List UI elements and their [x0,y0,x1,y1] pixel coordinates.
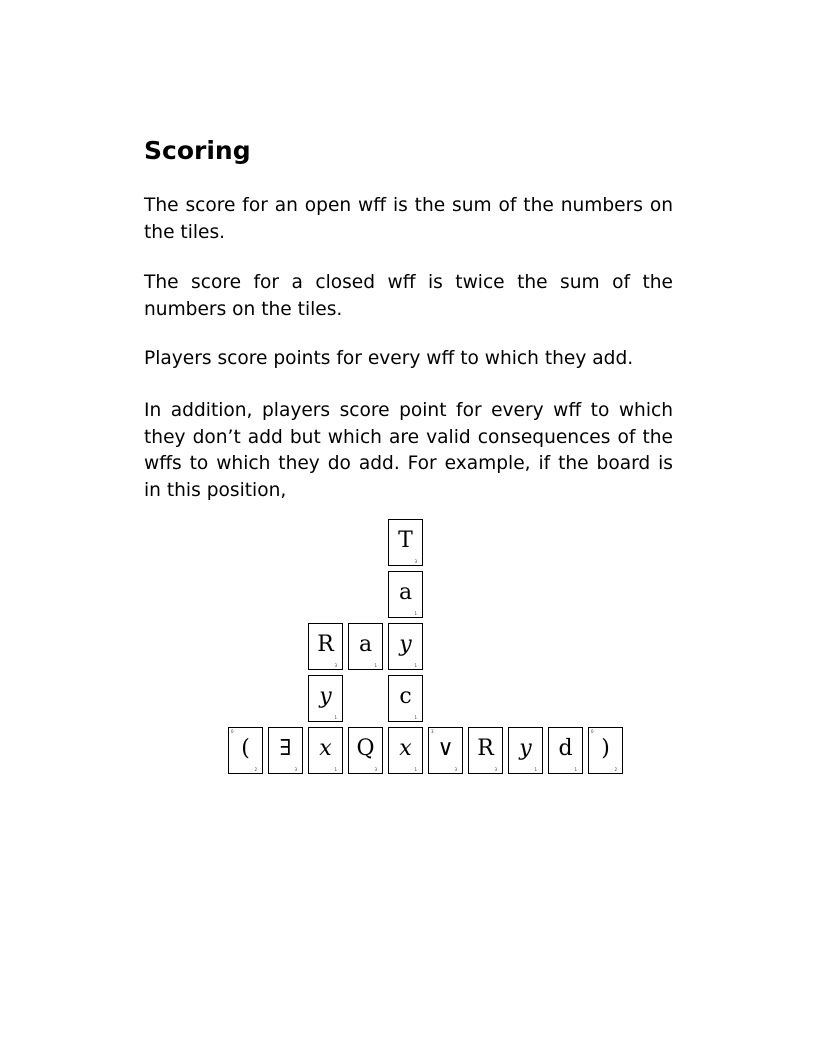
tile [348,623,383,670]
tile-value: 3 [334,663,337,668]
tile-letter: a [358,632,373,657]
tile-letter: ) [601,736,610,761]
tile [548,727,583,774]
tile [388,571,423,618]
tile [268,727,303,774]
tile-letter: c [399,684,412,709]
tile-letter: a [398,580,413,605]
tile-value: 1 [334,715,337,720]
tile-value: 1 [414,715,417,720]
tile-letter: ∨ [437,736,454,761]
tile-value: 1 [414,663,417,668]
tile [308,623,343,670]
tile [308,727,343,774]
tile [468,727,503,774]
tile-letter: ∃ [279,736,292,761]
paragraph-closed-wff: The score for a closed wff is twice the sum of the numbers on the tiles. [144,272,673,320]
tile-letter: y [319,684,332,709]
paragraph-score-points: Players score points for every wff to which they add. [144,348,634,369]
tile-value: 1 [414,611,417,616]
tile-letter: y [399,632,412,657]
tile-value: 3 [294,767,297,772]
tile-value: 2 [254,767,257,772]
tile-value: 3 [454,767,457,772]
tile [428,727,463,774]
tile-value: 1 [334,767,337,772]
tile-value: 3 [414,559,417,564]
tile-value: 3 [374,767,377,772]
tile [308,675,343,722]
tile-value: 3 [494,767,497,772]
tile-letter: x [319,736,332,761]
tile [508,727,543,774]
tile-letter: ( [241,736,250,761]
tile-letter: x [399,736,412,761]
tile-letter: d [558,736,573,761]
tile-letter: Q [356,736,375,761]
tile [588,727,623,774]
tile-value: 1 [374,663,377,668]
tile [388,623,423,670]
tile-corner-mark: 0 [231,729,234,734]
paragraph-open-wff: The score for an open wff is the sum of the numbers on the tiles. [144,195,673,243]
tile-value: 1 [534,767,537,772]
tile-letter: R [477,736,494,761]
tile-value: 1 [574,767,577,772]
tile-value: 2 [614,767,617,772]
tile [388,675,423,722]
tile-letter: T [398,528,413,553]
tile-value: 1 [414,767,417,772]
tile [228,727,263,774]
tile-corner-mark: 3 [431,729,434,734]
paragraph-consequences: In addition, players score point for every wff to which they don’t add but which are valid consequences of the wffs to which they do add. For example, if the board is in this position, [144,400,673,501]
tile [348,727,383,774]
section-heading: Scoring [144,136,251,165]
tile-corner-mark: 0 [591,729,594,734]
tile [388,727,423,774]
tile-letter: y [519,736,532,761]
tile-letter: R [317,632,334,657]
tile [388,519,423,566]
